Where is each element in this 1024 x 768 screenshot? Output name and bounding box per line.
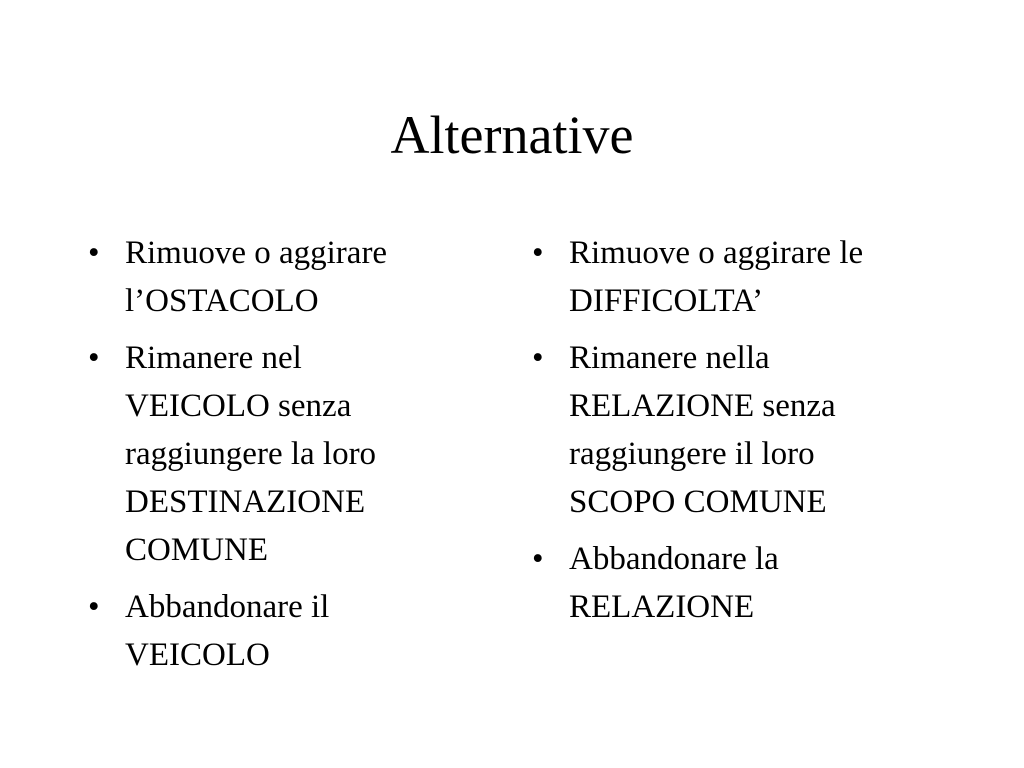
list-item-text: Rimuove o aggirare l’OSTACOLO	[125, 235, 388, 319]
list-item-text: Abbandonare il VEICOLO	[125, 589, 330, 673]
bullet-icon: •	[88, 235, 100, 271]
bullet-icon: •	[88, 340, 100, 376]
bullet-icon: •	[532, 235, 544, 271]
list-item-text: Rimanere nella RELAZIONE senza raggiungere il loro SCOPO COMUNE	[569, 340, 836, 520]
list-item	[532, 535, 952, 631]
list-item	[88, 583, 458, 679]
left-bullet-list	[88, 229, 458, 688]
right-bullet-list	[532, 229, 952, 640]
list-item	[532, 229, 952, 325]
bullet-icon: •	[532, 541, 544, 577]
list-item	[532, 334, 952, 526]
bullet-icon: •	[88, 589, 100, 625]
bullet-icon: •	[532, 340, 544, 376]
slide-title: Alternative	[390, 105, 634, 165]
list-item	[88, 229, 458, 325]
list-item	[88, 334, 458, 574]
list-item-text: Abbandonare la RELAZIONE	[569, 541, 779, 625]
list-item-text: Rimanere nel VEICOLO senza raggiungere la loro DESTINAZIONE COMUNE	[125, 340, 377, 568]
list-item-text: Rimuove o aggirare le DIFFICOLTA’	[569, 235, 864, 319]
